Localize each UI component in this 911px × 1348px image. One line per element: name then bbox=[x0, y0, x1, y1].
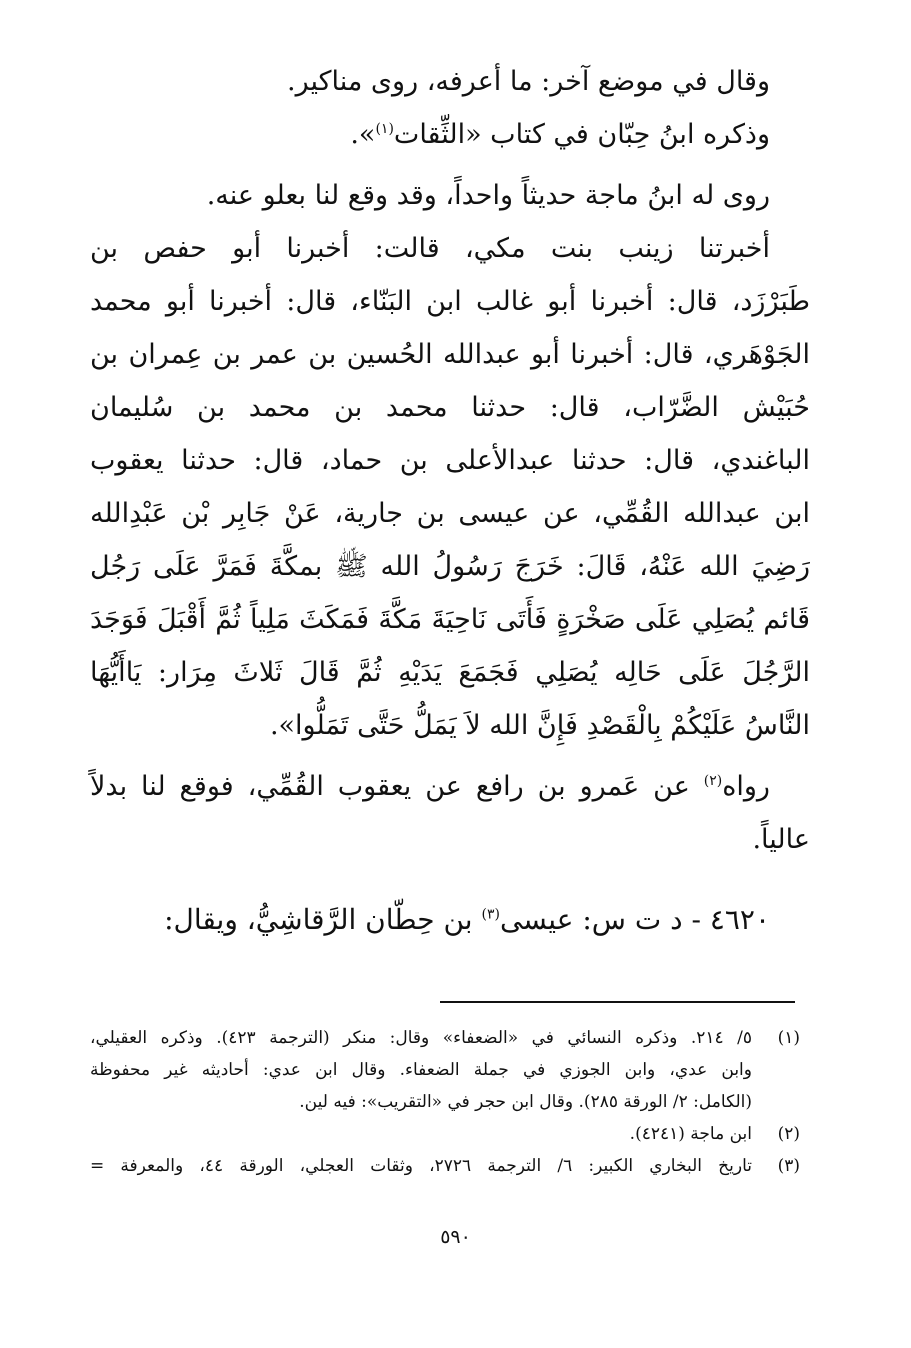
footnote-number: (٢) bbox=[777, 1124, 800, 1144]
footnote-divider bbox=[440, 1001, 795, 1003]
entry-number: ٤٦٢٠ bbox=[709, 903, 770, 936]
entry-rest: بن حِطّان الرَّقاشِيُّ، ويقال: bbox=[164, 903, 473, 936]
footnote-line: ٥/ ٢١٤. وذكره النسائي في «الضعفاء» وقال: منكر (الترجمة ٤٢٣). وذكره العقيلي، bbox=[90, 1028, 753, 1048]
footnote bbox=[90, 1150, 800, 1182]
text-fragment: عن عَمرو بن رافع عن يعقوب القُمِّي، فوقع لنا بدلاً bbox=[90, 771, 690, 802]
text-line: الرَّجُلَ عَلَى حَالِه يُصَلِي فَجَمَعَ يَدَيْهِ ثُمَّ قَالَ ثَلاثَ مِرَار: يَاأَيُّهَا bbox=[90, 657, 810, 688]
text-line: رَضِيَ الله عَنْهُ، قَالَ: خَرَجَ رَسُولُ الله ﷺ بمكَّةَ فَمَرَّ عَلَى رَجُل bbox=[90, 551, 810, 582]
text-line: وقال في موضع آخر: ما أعرفه، روى مناكير. bbox=[287, 66, 770, 97]
entry-heading bbox=[90, 892, 810, 948]
entry-name: عيسى bbox=[499, 903, 574, 936]
footnote-number: (١) bbox=[777, 1028, 800, 1048]
text-line bbox=[90, 108, 810, 161]
text-fragment: وذكره ابنُ حِبّان في كتاب «الثِّقات bbox=[393, 119, 770, 150]
footnote-line: تاريخ البخاري الكبير: ٦/ الترجمة ٢٧٢٦، وثقات العجلي، الورقة ٤٤، والمعرفة = bbox=[90, 1156, 752, 1176]
footnote-line: وابن عدي، وابن الجوزي في جملة الضعفاء. وقال ابن عدي: أحاديثه غير محفوظة bbox=[90, 1060, 752, 1080]
footnote-number: (٣) bbox=[777, 1156, 800, 1176]
main-text bbox=[90, 55, 810, 948]
text-line: روى له ابنُ ماجة حديثاً واحداً، وقد وقع لنا بعلو عنه. bbox=[206, 180, 770, 211]
text-line: الجَوْهَري، قال: أخبرنا أبو عبدالله الحُسين بن عمر بن عِمران بن bbox=[90, 339, 810, 370]
text-line: عالياً. bbox=[752, 824, 810, 855]
text-line: قَائم يُصَلِي عَلَى صَخْرَةٍ فَأَتَى نَاحِيَةَ مَكَّةَ فَمَكَثَ مَلِياً ثُمَّ أَقْبَلَ فَوَجَدَ bbox=[90, 604, 810, 635]
footnote-marker[interactable]: (٢) bbox=[703, 773, 723, 789]
text-fragment: رواه bbox=[722, 771, 770, 802]
text-line: أخبرتنا زينب بنت مكي، قالت: أخبرنا أبو حفص بن bbox=[90, 233, 770, 264]
footnote-line: ابن ماجة (٤٢٤١). bbox=[629, 1124, 752, 1144]
footnote bbox=[90, 1118, 800, 1150]
text-line: حُبَيْش الضَّرّاب، قال: حدثنا محمد بن محمد بن سُليمان bbox=[90, 392, 810, 423]
entry-sigla: - د ت س: bbox=[582, 903, 701, 936]
text-line: طَبَرْزَد، قال: أخبرنا أبو غالب ابن البَنّاء، قال: أخبرنا أبو محمد bbox=[90, 286, 810, 317]
footnote-marker[interactable]: (٣) bbox=[481, 906, 500, 923]
page-number: ٥٩٠ bbox=[440, 1226, 471, 1248]
text-line: ابن عبدالله القُمِّي، عن عيسى بن جارية، عَنْ جَابِر بْن عَبْدِالله bbox=[90, 498, 810, 529]
footnotes bbox=[90, 1022, 800, 1182]
text-fragment: ». bbox=[350, 119, 376, 150]
text-line: الباغندي، قال: حدثنا عبدالأعلى بن حماد، قال: حدثنا يعقوب bbox=[90, 445, 810, 476]
footnote-marker[interactable]: (١) bbox=[375, 121, 394, 137]
text-line: النَّاسُ عَلَيْكُمْ بِالْقَصْدِ فَإِنَّ الله لاَ يَمَلُّ حَتَّى تَمَلُّوا». bbox=[269, 710, 810, 741]
footnote-line: (الكامل: ٢/ الورقة ٢٨٥). وقال ابن حجر في «التقريب»: فيه لين. bbox=[299, 1092, 752, 1112]
footnote bbox=[90, 1022, 800, 1118]
text-line bbox=[90, 760, 810, 813]
